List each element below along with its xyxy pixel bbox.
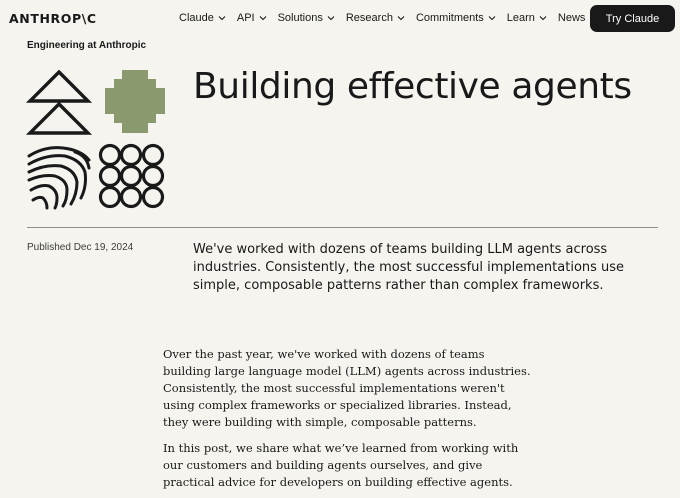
circle-grid-icon <box>101 146 163 207</box>
menu-solutions[interactable]: Solutions <box>278 12 336 24</box>
stacked-triangles-icon <box>30 72 88 133</box>
try-claude-button[interactable]: Try Claude <box>590 5 675 32</box>
page-title: Building effective agents <box>193 66 632 107</box>
menu-learn[interactable]: Learn <box>507 12 548 24</box>
fingerprint-icon <box>29 148 89 208</box>
menu-research[interactable]: Research <box>346 12 406 24</box>
chevron-down-icon <box>258 13 268 23</box>
chevron-down-icon <box>396 13 406 23</box>
divider <box>27 227 658 228</box>
article-eyebrow[interactable]: Engineering at Anthropic <box>27 40 147 51</box>
body-paragraph: Over the past year, we've worked with dozens of teams building large language model (LLM) agents across industries. Consistently, the most successful implementations weren't using complex frameworks or specialized libraries. Instead, they were building with simple, composable patterns. <box>163 347 531 429</box>
article-body <box>163 346 533 498</box>
chevron-down-icon <box>538 13 548 23</box>
chevron-down-icon <box>487 13 497 23</box>
chevron-down-icon <box>326 13 336 23</box>
anthropic-logo[interactable]: ANTHROP\C <box>9 11 97 26</box>
hero-illustration <box>25 68 167 210</box>
article-lede: We've worked with dozens of teams building LLM agents across industries. Consistently, the most successful implementations use simple, composable patterns rather than complex frameworks. <box>193 242 625 293</box>
top-nav <box>0 0 680 38</box>
chevron-down-icon <box>217 13 227 23</box>
menu-commitments[interactable]: Commitments <box>416 12 497 24</box>
menu-claude[interactable]: Claude <box>179 12 227 24</box>
green-cross-icon <box>105 70 165 133</box>
menu-news[interactable]: News <box>557 12 586 24</box>
body-paragraph: In this post, we share what we’ve learned from working with our customers and building agents ourselves, and give practical advice for developers on building effective agents. <box>163 441 519 489</box>
publish-date: Published Dec 19, 2024 <box>27 242 134 253</box>
menu-api[interactable]: API <box>237 12 268 24</box>
main-menu <box>179 12 595 24</box>
